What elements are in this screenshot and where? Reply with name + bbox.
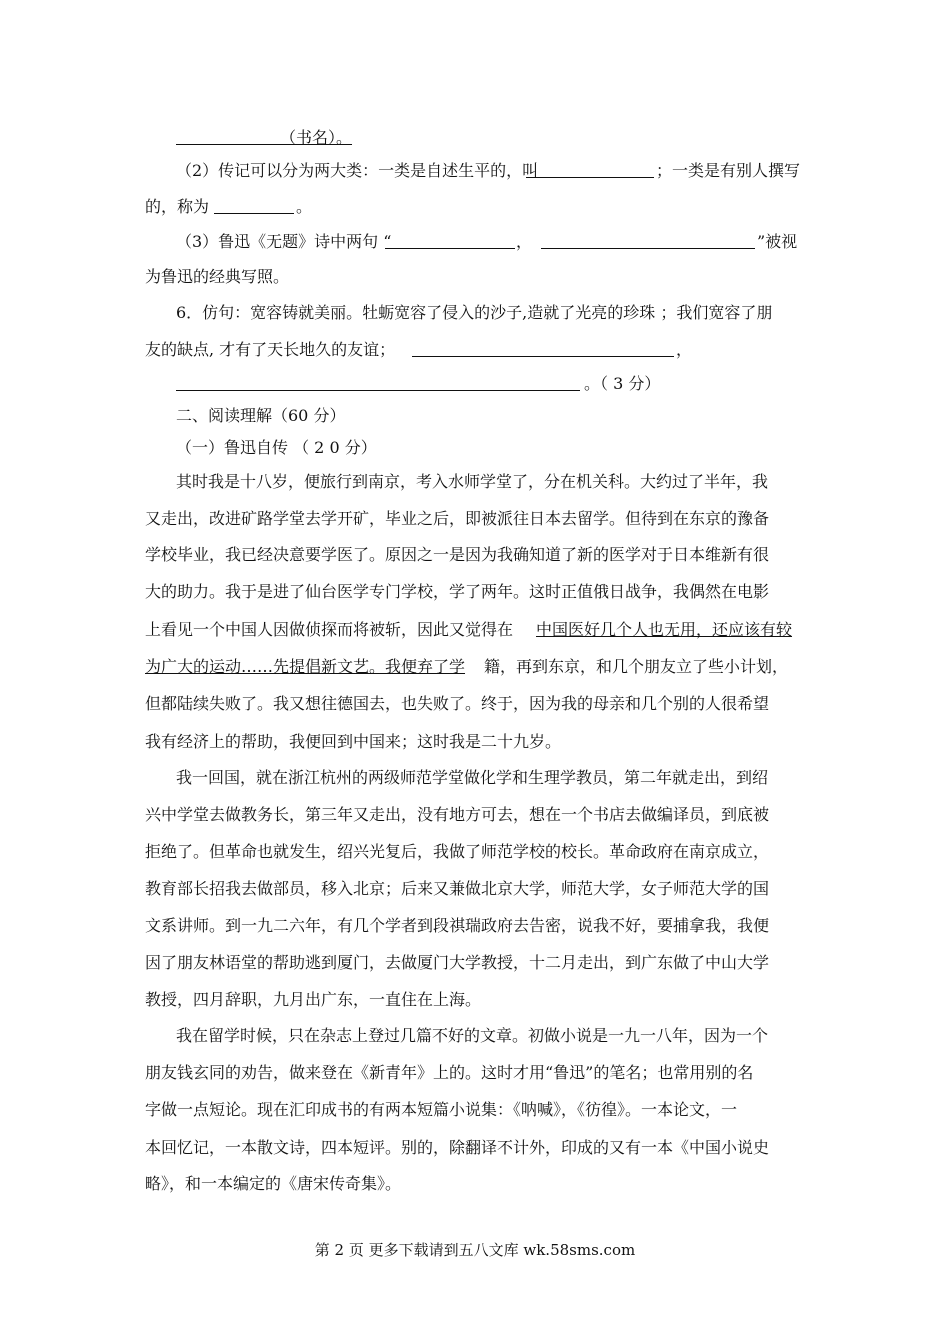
q5-sub3-text-a: （3）鲁迅《无题》诗中两句 “ <box>176 232 392 251</box>
passage-text: 教授，四月辞职，九月出广东，一直住在上海。 <box>145 990 482 1009</box>
passage-text: 上看见一个中国人因做侦探而将被斩，因此又觉得在 <box>145 620 514 639</box>
imitation-blank-2 <box>176 374 580 391</box>
q5-sub3-text-c: ”被视 <box>757 232 798 251</box>
reading-heading: 二、阅读理解（60 分） <box>176 406 346 425</box>
poem-line2-blank <box>541 232 755 249</box>
passage-title: （一）鲁迅自传 （ 2 0 分） <box>176 438 377 457</box>
passage-text: 兴中学堂去做教务长，第三年又走出，没有地方可去，想在一个书店去做编译员，到底被 <box>145 805 770 824</box>
passage-text: 拒绝了。但革命也就发生，绍兴光复后，我做了师范学校的校长。革命政府在南京成立， <box>145 842 770 861</box>
biography-blank <box>214 197 294 214</box>
passage-text: 本回忆记，一本散文诗，四本短评。别的，除翻译不计外，印成的又有一本《中国小说史 <box>145 1138 770 1157</box>
autobiography-blank <box>526 161 654 178</box>
q5-sub2-text-c: 的，称为 <box>145 197 210 216</box>
q5-sub1-tail: （书名）。 <box>280 128 353 147</box>
q5-sub2-text-d: 。 <box>296 197 313 216</box>
passage-text: 籍，再到东京，和几个朋友立了些小计划， <box>484 657 789 676</box>
underlined-passage-text: 中国医好几个人也无用，还应该有较 <box>536 620 793 639</box>
q5-sub2-text-b: ；一类是有别人撰写 <box>656 161 801 180</box>
q6-text-line2-end: ， <box>676 340 693 359</box>
underlined-passage-text: 为广大的运动……先提倡新文艺。我便弃了学 <box>145 657 466 676</box>
passage-text: 其时我是十八岁，便旅行到南京，考入水师学堂了，分在机关科。大约过了半年，我 <box>176 472 769 491</box>
q6-text-line2: 友的缺点, 才有了天长地久的友谊； <box>145 340 396 359</box>
passage-text: 又走出，改进矿路学堂去学开矿，毕业之后，即被派往日本去留学。但待到在东京的豫备 <box>145 509 770 528</box>
book-title-blank <box>176 128 280 145</box>
passage-text: 我一回国，就在浙江杭州的两级师范学堂做化学和生理学教员，第二年就走出，到绍 <box>176 768 769 787</box>
page-footer: 第 2 页 更多下载请到五八文库 wk.58sms.com <box>314 1241 636 1259</box>
passage-text: 因了朋友林语堂的帮助逃到厦门，去做厦门大学教授，十二月走出，到广东做了中山大学 <box>145 953 770 972</box>
poem-line1-blank <box>385 232 515 249</box>
q5-sub3-text-b: ， <box>516 232 533 251</box>
passage-text: 大的助力。我于是进了仙台医学专门学校，学了两年。这时正值俄日战争，我偶然在电影 <box>145 582 770 601</box>
imitation-blank-1 <box>412 340 674 357</box>
passage-text: 略》，和一本编定的《唐宋传奇集》。 <box>145 1174 402 1193</box>
q5-sub2-text-a: （2）传记可以分为两大类：一类是自述生平的，叫 <box>176 161 539 180</box>
q6-text-line1: 6．仿句：宽容铸就美丽。牡蛎宽容了侵入的沙子,造就了光亮的珍珠 ；我们宽容了朋 <box>176 303 773 322</box>
passage-text: 学校毕业，我已经决意要学医了。原因之一是因为我确知道了新的医学对于日本维新有很 <box>145 545 770 564</box>
q6-text-line3-end: 。（ 3 分） <box>584 374 661 393</box>
passage-text: 我在留学时候，只在杂志上登过几篇不好的文章。初做小说是一九一八年，因为一个 <box>176 1026 769 1045</box>
passage-text: 我有经济上的帮助，我便回到中国来；这时我是二十九岁。 <box>145 732 562 751</box>
passage-text: 字做一点短论。现在汇印成书的有两本短篇小说集：《呐喊》，《彷徨》。一本论文，一 <box>145 1100 738 1119</box>
passage-text: 朋友钱玄同的劝告，做来登在《新青年》上的。这时才用“鲁迅”的笔名；也常用别的名 <box>145 1063 754 1082</box>
passage-text: 但都陆续失败了。我又想往德国去，也失败了。终于，因为我的母亲和几个别的人很希望 <box>145 694 770 713</box>
q5-sub3-text-d: 为鲁迅的经典写照。 <box>145 267 290 286</box>
passage-text: 文系讲师。到一九二六年，有几个学者到段祺瑞政府去告密，说我不好，要捕拿我，我便 <box>145 916 770 935</box>
passage-text: 教育部长招我去做部员，移入北京；后来又兼做北京大学，师范大学，女子师范大学的国 <box>145 879 770 898</box>
